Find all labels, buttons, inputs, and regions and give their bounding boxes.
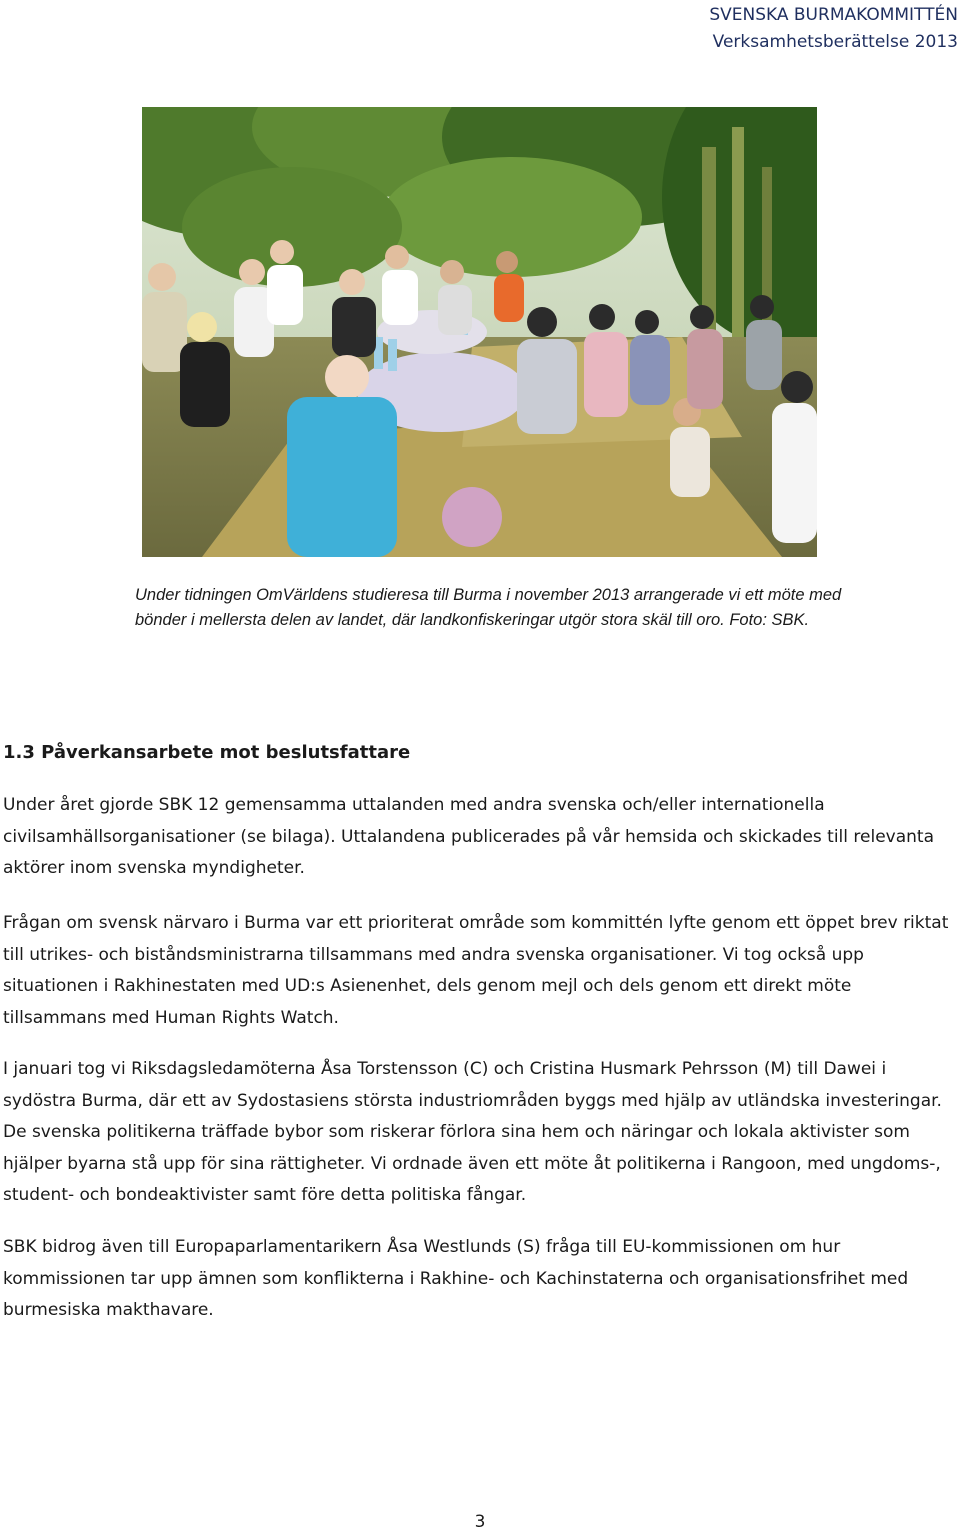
meeting-photo-illustration	[142, 107, 817, 557]
body-paragraph: SBK bidrog även till Europaparlamentarikern Åsa Westlunds (S) fråga till EU-kommissionen om hur kommissionen tar upp ämnen som konflikterna i Rakhine- och Kachinstaterna och organisationsfrihet med burmesiska makthavare.	[3, 1237, 909, 1320]
body-paragraph: Frågan om svensk närvaro i Burma var ett prioriterat område som kommittén lyfte genom ett öppet brev riktat till utrikes- och biståndsministrarna tillsammans med andra svenska organisationer. Vi tog också upp situationen i Rakhinestaten med UD:s Asienenhet, dels genom mejl och dels genom ett direkt möte tillsammans med Human Rights Watch.	[3, 913, 949, 1028]
page-header	[709, 2, 958, 56]
body-paragraph: I januari tog vi Riksdagsledamöterna Åsa Torstensson (C) och Cristina Husmark Pehrsson (M) till Dawei i sydöstra Burma, där ett av Sydostasiens största industriområden byggs med hjälp av utländska investeringar. De svenska politikerna träffade bybor som riskerar förlora sina hem och näringar och lokala aktivister som hjälper byarna stå upp för sina rättigheter. Vi ordnade även ett möte åt politikerna i Rangoon, med ungdoms-, student- och bondeaktivister samt före detta politiska fångar.	[3, 1059, 942, 1205]
header-organization: SVENSKA BURMAKOMMITTÉN	[709, 5, 958, 25]
body-paragraph: Under året gjorde SBK 12 gemensamma uttalanden med andra svenska och/eller internationella civilsamhällsorganisationer (se bilaga). Uttalandena publicerades på vår hemsida och skickades till relevanta aktörer inom svenska myndigheter.	[3, 795, 934, 878]
header-report-title: Verksamhetsberättelse 2013	[712, 32, 958, 52]
section-heading: 1.3 Påverkansarbete mot beslutsfattare	[3, 742, 411, 763]
meeting-photo	[142, 107, 817, 557]
page-number: 3	[474, 1512, 486, 1532]
photo-caption: Under tidningen OmVärldens studieresa till Burma i november 2013 arrangerade vi ett möte med bönder i mellersta delen av landet, där landkonfiskeringar utgör stora skäl till oro. Foto: SBK.	[135, 586, 842, 629]
